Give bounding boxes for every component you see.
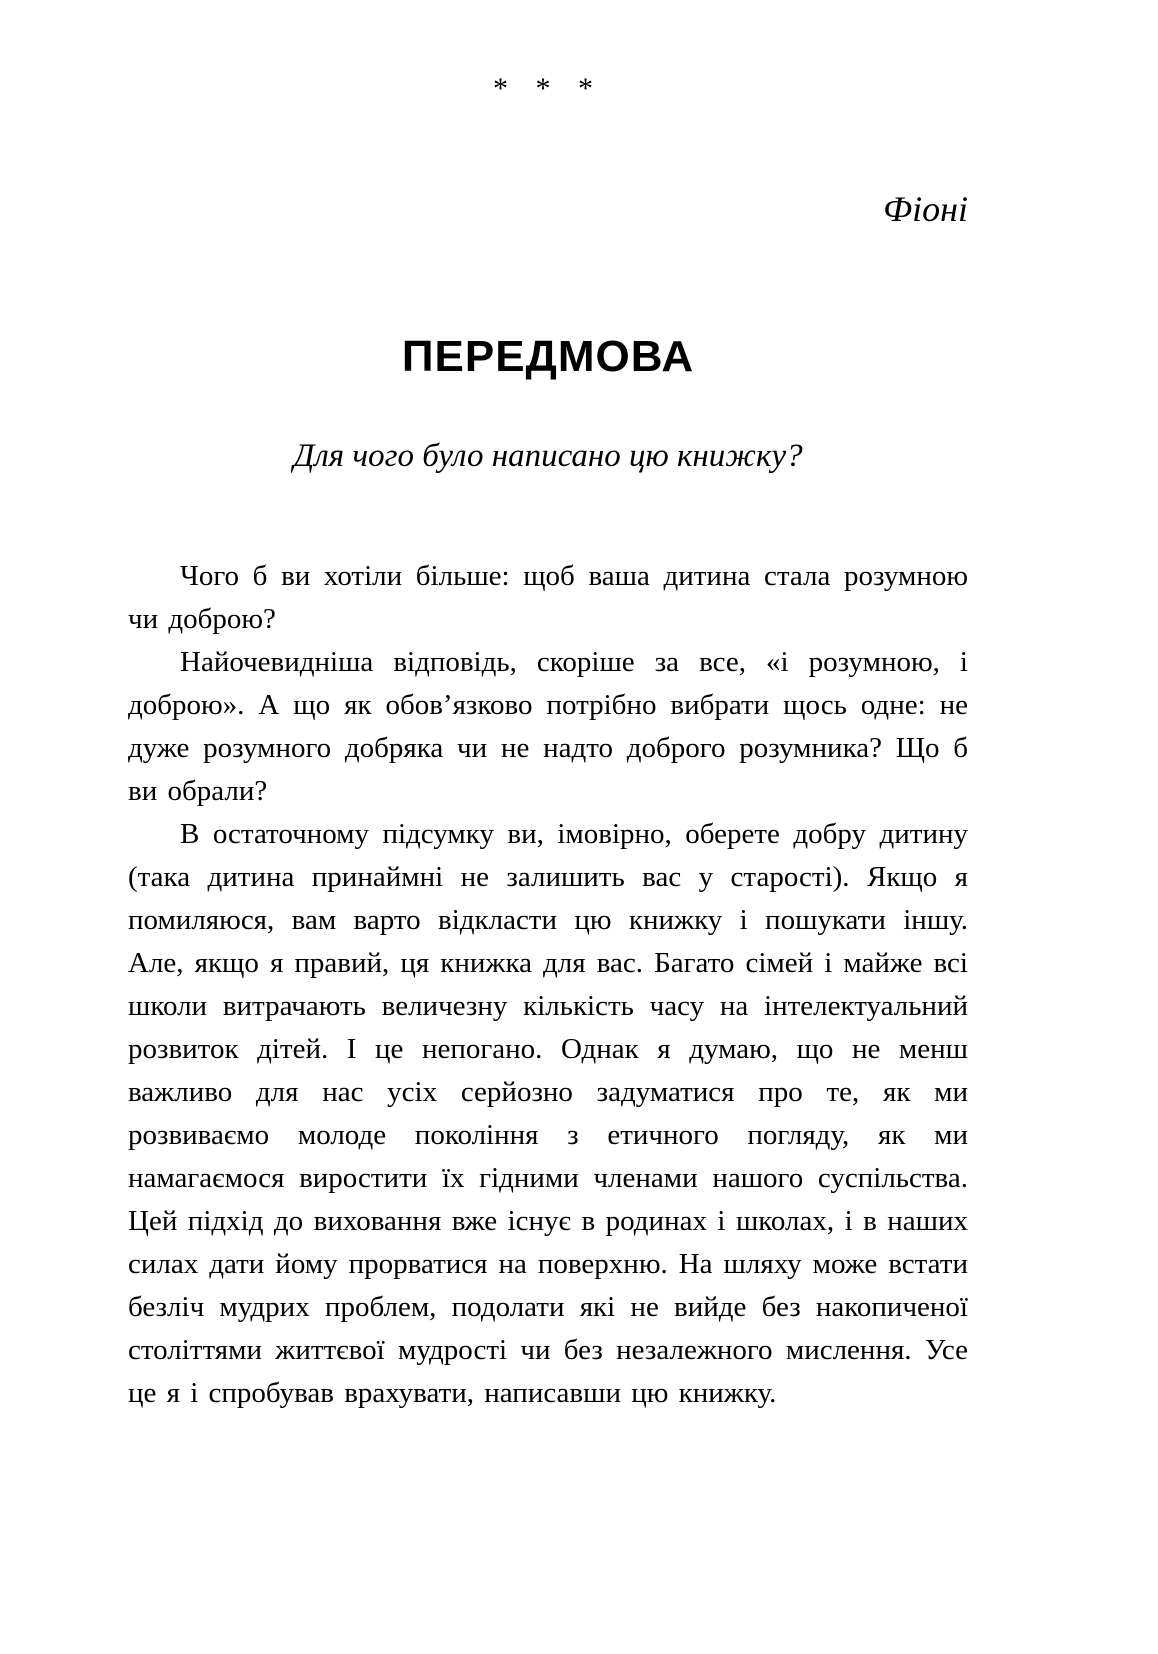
paragraph: Найочевидніша відповідь, скоріше за все, «і розумною, і доброю». А що як обов’язково потрібно вибрати щось одне: не дуже розумного добряка чи не надто доброго розумника? Що б ви обрали?	[128, 646, 968, 807]
body-text	[128, 555, 968, 1415]
paragraph: Чого б ви хотіли більше: щоб ваша дитина стала розумною чи доброю?	[128, 560, 968, 635]
chapter-subtitle: Для чого було написано цю книжку?	[293, 438, 803, 474]
chapter-heading: ПЕРЕДМОВА	[401, 332, 695, 381]
section-separator: * * *	[493, 72, 603, 105]
dedication-text: Фіоні	[883, 189, 968, 229]
paragraph: В остаточному підсумку ви, імовірно, оберете добру дитину (така дитина принаймні не залишить вас у старості). Якщо я помиляюся, вам варто відкласти цю книжку і пошукати іншу. Але, якщо я правий, ця книжка для вас. Багато сімей і майже всі школи витрачають величезну кількість часу на інтелектуальний розвиток дітей. І це непогано. Однак я думаю, що не менш важливо для нас усіх серйозно задуматися про те, як ми розвиваємо молоде покоління з етичного погляду, як ми намагаємося виростити їх гідними членами нашого суспільства. Цей підхід до виховання вже існує в родинах і школах, і в наших силах дати йому прорватися на поверхню. На шляху може встати безліч мудрих проблем, подолати які не вийде без накопиченої століттями життєвої мудрості чи без незалежного мислення. Усе це я і спробував врахувати, написавши цю книжку.	[128, 818, 968, 1409]
